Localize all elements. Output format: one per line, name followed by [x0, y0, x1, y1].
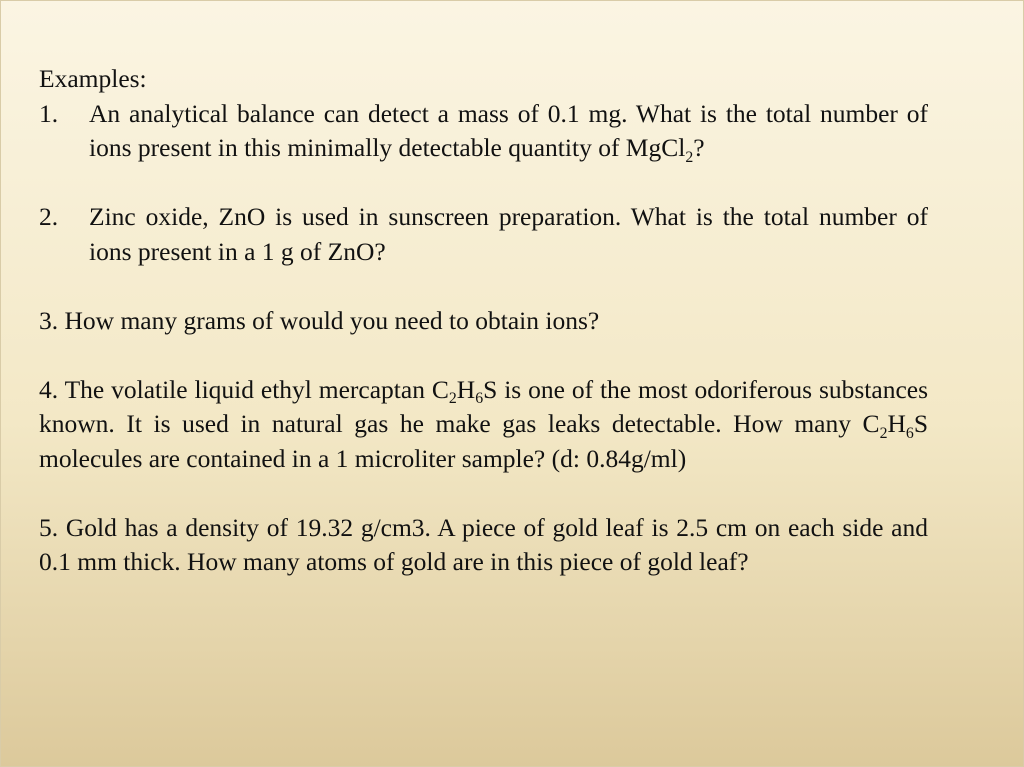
example-4-sub-c: 2 — [879, 424, 888, 442]
example-1 — [39, 97, 928, 166]
example-3-text: 3. How many grams of would you need to obtain ions? — [39, 305, 600, 335]
example-4-part-d: H — [887, 409, 906, 438]
example-4-text — [39, 373, 928, 477]
example-4-sub-b: 6 — [475, 390, 484, 408]
example-1-text — [89, 97, 928, 166]
example-4-sub-a: 2 — [448, 390, 457, 408]
slide-content — [39, 62, 928, 580]
example-4-part-c: S is one of the most odoriferous substances known. It is used in natural gas he make gas leaks detectable. How many C — [39, 374, 929, 438]
example-4-part-a: 4. The volatile liquid ethyl mercaptan C — [39, 374, 449, 404]
example-1-text-main: An analytical balance can detect a mass of 0.1 mg. What is the total number of ions present in this minimally detectable quantity of MgCl — [89, 98, 928, 162]
example-1-subscript: 2 — [685, 148, 694, 166]
example-4-sub-d: 6 — [905, 424, 914, 442]
example-4-part-e: S molecules are contained in a 1 microliter sample? (d: 0.84g/ml) — [39, 409, 928, 473]
example-2 — [39, 200, 928, 269]
example-1-text-end: ? — [693, 133, 705, 162]
example-4-part-b: H — [456, 374, 476, 404]
examples-heading: Examples: — [39, 64, 147, 93]
example-1-number: 1. — [39, 98, 59, 128]
example-5-text: 5. Gold has a density of 19.32 g/cm3. A piece of gold leaf is 2.5 cm on each side and 0.1 mm thick. How many atoms of gold are in this piece of gold leaf? — [39, 512, 928, 576]
example-2-text: Zinc oxide, ZnO is used in sunscreen preparation. What is the total number of ions present in a 1 g of ZnO? — [89, 202, 928, 266]
example-2-number: 2. — [39, 202, 59, 231]
